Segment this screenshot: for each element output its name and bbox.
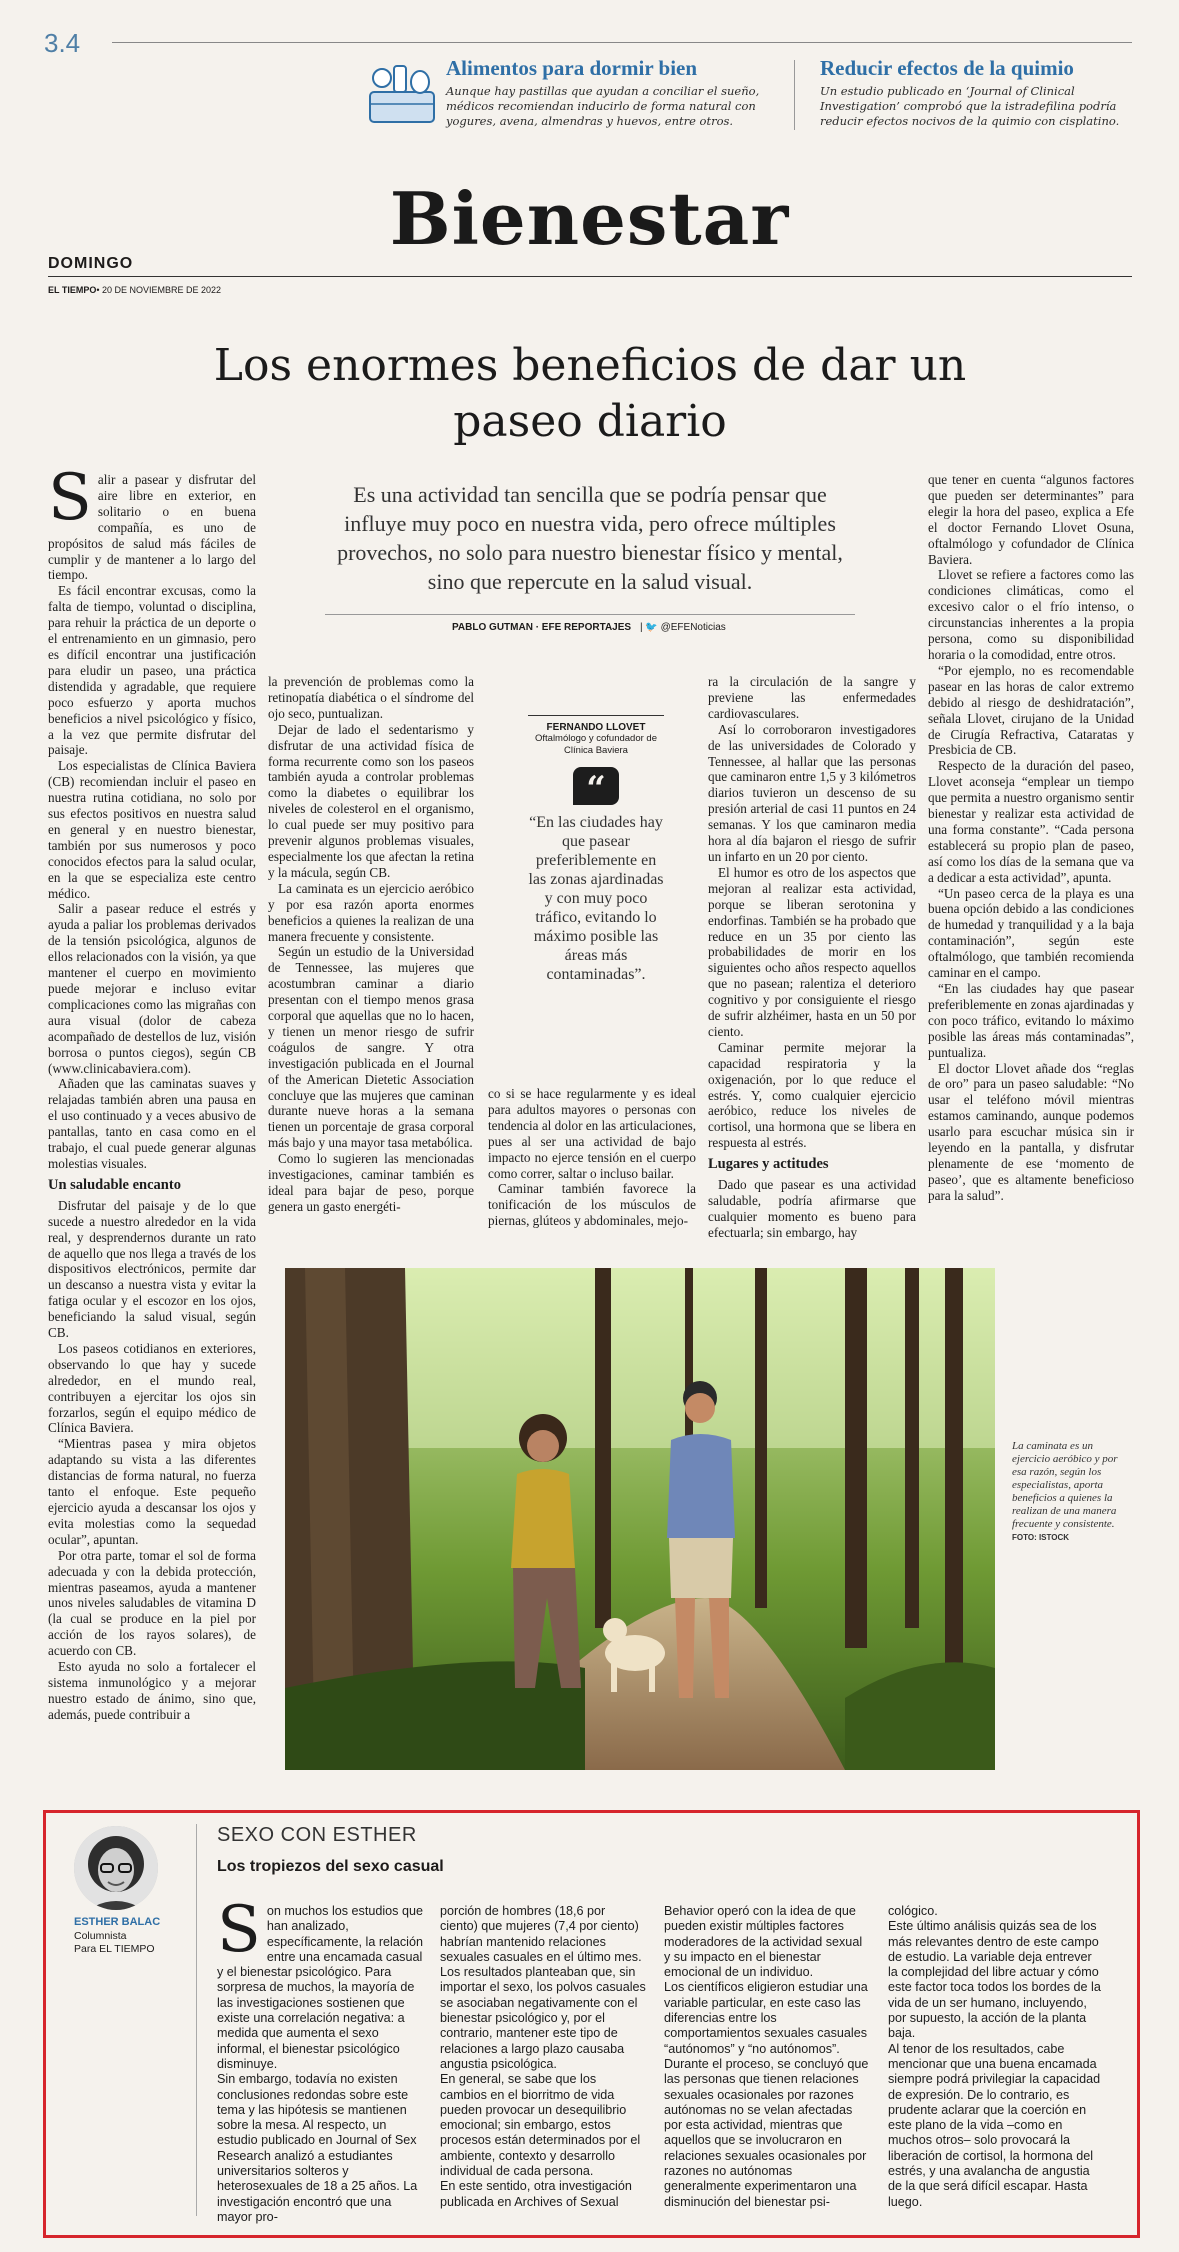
paragraph: Según un estudio de la Universidad de Tennessee, las mujeres que acostumbran caminar a diario presentan con el tiempo menos grasa corporal que aquellas que no lo hacen, y tienen un menor riesgo de sufrir coágulos de sangre. Y otra investigación publicada en el Journal of the American Dietetic Association concluye que las mujeres que caminan durante nueve horas a la semana tienen un porcentaje de grasa corporal más bajo y una mayor tasa metabólica. — [268, 944, 474, 1151]
quote-text: “En las ciudades hay que pasear preferiblemente en las zonas ajardinadas y con muy poco tráfico, evitando lo máximo posible las áreas más contaminadas”. — [528, 814, 664, 983]
paragraph: que tener en cuenta “algunos factores que pueden ser determinantes” para elegir la hora del paseo, explica a Efe el doctor Fernando Llovet Osuna, oftalmólogo y cofundador de Clínica Baviera. — [928, 472, 1134, 567]
quote-icon: “ — [573, 767, 619, 805]
byline-author — [452, 622, 631, 633]
teaser-sleep-icon — [364, 58, 440, 134]
paragraph: Caminar también favorece la tonificación de los músculos de piernas, glúteos y abdominales, mejo- — [488, 1181, 696, 1229]
page-number: 3.4 — [44, 28, 81, 58]
paragraph: “Por ejemplo, no es recomendable pasear en las horas de calor extremo debido al riesgo de deshidratación”, señala Llovet, cirujano de la Unidad de Cirugía Refractiva, Cataratas y Presbicia de CB. — [928, 662, 1134, 758]
teaser-title-sleep[interactable]: Alimentos para dormir bien — [446, 56, 698, 80]
photo-caption — [1012, 1440, 1132, 1544]
dateline-date: • 20 DE NOVIEMBRE DE 2022 — [96, 285, 222, 295]
column-title: Los tropiezos del sexo casual — [217, 1858, 444, 1875]
pull-quote — [528, 715, 664, 984]
column-text-2 — [440, 1904, 646, 2210]
paragraph: Llovet se refiere a factores como las condiciones climáticas, como el excesivo calor o el frío intenso, o circunstancias inherentes a la propia persona, como su disponibilidad horaria o la comodidad, entre otros. — [928, 567, 1134, 662]
paragraph: Por otra parte, tomar el sol de forma adecuada y con la debida protección, mientras paseamos, ayuda a mantener unos niveles saludables de vitamina D (la cual se produce en la piel por acción de los rayos solares), de acuerdo con CB. — [48, 1547, 256, 1659]
article-column-3 — [488, 1086, 696, 1229]
paragraph: “En las ciudades hay que pasear preferiblemente en zonas ajardinadas y con poco tráfico, evitando lo máximo posible las áreas más contaminadas”, puntualiza. — [928, 981, 1134, 1060]
paragraph: Los paseos cotidianos en exteriores, observando lo que hay y sucede alrededor, en el mundo real, contribuyen a ejercitar los ojos sin forzarlos, según el equipo médico de Clínica Baviera. — [48, 1340, 256, 1436]
drop-cap: S — [48, 461, 92, 535]
paragraph: Es fácil encontrar excusas, como la falta de tiempo, voluntad o disciplina, para rehuir la práctica de un deporte o el entrenamiento en un gimnasio, pero es difícil encontrar una justificación para eludir un paseo, una práctica distendida y agradable, que requiere poco esfuerzo y aporta muchos beneficios a nivel psicológico y físico, a la vez que permite disfrutar del paisaje. — [48, 583, 256, 758]
teaser-divider — [794, 60, 795, 130]
paragraph: Como lo sugieren las mencionadas investigaciones, caminar también es ideal para bajar de peso, porque genera un gasto energéti- — [268, 1151, 474, 1214]
paragraph: “Mientras pasea y mira objetos adaptando su vista a las diferentes distancias de forma natural, no fuerza tanto el enfoque. Este pequeño ejercicio ayuda a descansar los ojos y evita molestias como la sequedad ocular”, apuntan. — [48, 1436, 256, 1547]
author-role-line: Columnista — [74, 1930, 127, 1942]
teaser-text-sleep: Aunque hay pastillas que ayudan a conciliar el sueño, médicos recomiendan inducirlo de forma natural con yogures, avena, almendras y huevos, entre otros. — [446, 84, 760, 128]
column-text-1 — [217, 1893, 423, 2225]
paragraph: Añaden que las caminatas suaves y relajadas también abren una pausa en el uso continuado y a veces abusivo de pantallas, tanto en casa como en el trabajo, el cual puede generar algunas molestias visuales. — [48, 1076, 256, 1171]
paragraph: Dejar de lado el sedentarismo y disfrutar de una actividad física de forma recurrente como son los paseos también ayuda a controlar problemas como la diabetes o equilibrar los niveles de colesterol en el organismo, lo cual puede ser muy positivo para prevenir algunos problemas visuales, especialmente los que afectan la retina y la mácula, según CB. — [268, 721, 474, 880]
masthead-rule — [48, 276, 1132, 277]
paragraph: Los especialistas de Clínica Baviera (CB) recomiendan incluir el paseo en nuestra rutina cotidiana, no solo por sus efectos positivos en nuestra salud en general y en nuestro bienestar, también por sus numerosos y poco conocidos efectos para la salud ocular, en la que se especializa este centro médico. — [48, 758, 256, 901]
dateline — [48, 285, 221, 295]
paragraph: Esto ayuda no solo a fortalecer el sistema inmunológico y a mejorar nuestro estado de ánimo, sino que, además, puede contribuir a — [48, 1659, 256, 1722]
article-column-5 — [928, 472, 1134, 1204]
column-divider — [196, 1824, 197, 2216]
teaser-text-chemo: Un estudio publicado en ‘Journal of Clinical Investigation’ comprobó que la istradefilina podría reducir efectos nocivos de la quimio con cisplatino. — [820, 84, 1120, 128]
paragraph: Así lo corroboraron investigadores de las universidades de Colorado y Tennessee, al hallar que las personas que caminaron entre 1,5 y 3 kilómetros diarios tuvieron un descenso de su presión arterial de casi 11 puntos en 24 semanas. Y los que caminaron media hora al día bajaron el riesgo de sufrir un infarto en un 20 por ciento. — [708, 721, 916, 864]
paragraph: Behavior operó con la idea de que pueden existir múltiples factores moderadores de la actividad sexual y su impacto en el bienestar emocional de un individuo. — [664, 1904, 863, 1980]
paragraph: on muchos los estudios que han analizado, específicamente, la relación entre una encamada casual y el bienestar psicológico. Para sorpresa de muchos, la mayoría de las investigaciones sostienen que existe una correlación negativa: a medida que aumenta el sexo informal, el bienestar psicológico disminuye. — [217, 1904, 423, 2071]
subheading: Un saludable encanto — [48, 1176, 181, 1193]
author-avatar — [74, 1826, 158, 1910]
article-column-2 — [268, 674, 474, 1215]
paragraph: “Un paseo cerca de la playa es una buena opción debido a las condiciones de humedad y tranquilidad y a la baja contaminación”, según este oftalmólogo, que también recomienda caminar en el campo. — [928, 885, 1134, 981]
column-section: SEXO CON ESTHER — [217, 1824, 417, 1846]
article-headline: Los enormes beneficios de dar un paseo diario — [213, 340, 967, 447]
masthead: Bienestar — [389, 176, 790, 261]
article-column-1 — [48, 461, 256, 1723]
column-drop-cap: S — [217, 1893, 261, 1967]
dateline-brand: EL TIEMPO — [48, 285, 97, 295]
article-deck: Es una actividad tan sencilla que se podría pensar que influye muy poco en nuestra vida, pero ofrece múltiples provechos, no solo para nuestro bienestar físico y mental, sino que repercute en la salud visual. — [337, 482, 843, 594]
paragraph: co si se hace regularmente y es ideal para adultos mayores o personas con tendencia al dolor en las articulaciones, pues al ser una actividad de bajo impacto no ejerce tensión en el cuerpo como correr, saltar o incluso bailar. — [488, 1086, 696, 1181]
paragraph: Los científicos eligieron estudiar una variable particular, en este caso las diferencias entre los comportamientos sexuales casuales “autónomos” y “no autónomos”. Durante el proceso, se concluyó que las personas que tienen relaciones sexuales ocasionales por razones autónomas no se velan afectadas por esta actividad, mientras que aquellos que se involucraron en relaciones sexuales ocasionales por razones no autónomas generalmente experimentaron una disminución del bienestar psi- — [664, 1980, 869, 2209]
byline-name: PABLO GUTMAN · EFE REPORTAJES — [452, 622, 632, 633]
article-column-4 — [708, 674, 916, 1241]
paragraph: El doctor Llovet añade dos “reglas de oro” para un paseo saludable: “No usar el teléfono móvil mientras estamos caminando, aunque podemos usarlo para escuchar música sin ir leyendo en la pantalla, y disfrutar plenamente de ese ‘momento de paseo’, que es altamente beneficioso para la salud”. — [928, 1060, 1134, 1203]
paragraph: En general, se sabe que los cambios en el biorritmo de vida pueden provocar un desequilibrio emocional; sin embargo, estos procesos están determinados por el ambiente, contexto y desarrollo individual de cada persona. — [440, 2072, 641, 2179]
quote-name: FERNANDO LLOVET — [546, 722, 646, 733]
byline-social[interactable] — [640, 622, 726, 633]
byline-rule — [325, 614, 855, 615]
paragraph: cológico. — [888, 1904, 938, 1918]
author-role — [74, 1930, 155, 1956]
paragraph: Caminar permite mejorar la capacidad respiratoria y la oxigenación, por lo que reduce el estrés. Y, como cualquier ejercicio aeróbico, reduce los niveles de cortisol, una hormona que se libera en respuesta al estrés. — [708, 1039, 916, 1151]
paragraph: ra la circulación de la sangre y previene las enfermedades cardiovasculares. — [708, 674, 916, 721]
twitter-icon: | 🐦 — [640, 622, 661, 633]
paragraph: En este sentido, otra investigación publicada en Archives of Sexual — [440, 2179, 632, 2209]
lead-paragraph: alir a pasear y disfrutar del aire libre en exterior, en solitario o en buena compañía, es uno de propósitos de salud más fáciles de cumplir y de mantener a lo largo del tiempo. — [48, 472, 256, 583]
column-text-3 — [664, 1904, 870, 2210]
author-role-line: Para EL TIEMPO — [74, 1943, 155, 1955]
article-photo — [285, 1268, 995, 1770]
quote-rule — [528, 715, 664, 716]
paragraph: Al tenor de los resultados, cabe mencionar que una buena encamada siempre podrá privilegiar la capacidad de expresión. De lo contrario, es prudente aclarar que la coerción en este plano de la vida –como en muchos otros– solo provocará la liberación de cortisol, la hormona del estrés, y una avalancha de angustia de la que será difícil escapar. Hasta luego. — [888, 2041, 1101, 2209]
paragraph: Salir a pasear reduce el estrés y ayuda a paliar los problemas derivados de la tensión psicológica, algunos de ellos relacionados con la visión, ya que mantener el cuerpo en movimiento puede mejorar e incluso evitar complicaciones como las migrañas con aura visual (dolor de cabeza acompañado de destellos de luz, visión borrosa o puntos ciegos), según CB (www.clinicabaviera.com). — [48, 901, 256, 1076]
subheading: Lugares y actitudes — [708, 1156, 829, 1173]
paragraph: Dado que pasear es una actividad saludable, podría afirmarse que cualquier momento es bueno para efectuarla; sin embargo, hay — [708, 1177, 916, 1240]
paragraph: Este último análisis quizás sea de los más relevantes dentro de este campo de estudio. La variable deja entrever la complejidad del libre actuar y cómo este factor toca todos los bordes de la vida de un ser humano, incluyendo, por supuesto, la acción de la planta baja. — [888, 1919, 1101, 2041]
paragraph: la prevención de problemas como la retinopatía diabética o el síndrome del ojo seco, puntualizan. — [268, 674, 474, 721]
section-label: DOMINGO — [48, 255, 134, 272]
paragraph: porción de hombres (18,6 por ciento) que mujeres (7,4 por ciento) habrían mantenido relaciones sexuales casuales en el último mes. Los resultados planteaban que, sin importar el sexo, los polvos casuales se asociaban negativamente con el bienestar psicológico y, por el contrario, mantener este tipo de relaciones a largo plazo causaba angustia psicológica. — [440, 1904, 646, 2071]
column-text-4 — [888, 1904, 1102, 2210]
paragraph: La caminata es un ejercicio aeróbico y por esa razón aporta enormes beneficios a quienes la realizan de una manera frecuente y consistente. — [268, 880, 474, 944]
top-rule — [112, 42, 1132, 43]
teaser-title-chemo[interactable]: Reducir efectos de la quimio — [820, 56, 1074, 80]
paragraph: Disfrutar del paisaje y de lo que sucede a nuestro alrededor en la vida real, y desprendernos durante un rato de aquello que nos llega a través de los dispositivos electrónicos, permite dar un descanso a nuestra vista y evitar la fatiga ocular y el escozor en los ojos, beneficiando la salud visual, según CB. — [48, 1197, 256, 1341]
paragraph: Sin embargo, todavía no existen conclusiones redondas sobre este tema y las hipótesis se mantienen sobre la mesa. Al respecto, un estudio publicado en Journal of Sex Research analizó a estudiantes universitarios solteros y heterosexuales de 18 a 25 años. La investigación encontró que una mayor pro- — [217, 2072, 418, 2224]
paragraph: Respecto de la duración del paseo, Llovet aconseja “emplear un tiempo que permita a nuestro organismo sentir bienestar y realizar esta actividad de una forma constante”. “Cada persona establecerá su propio plan de paseo, así como los días de la semana que va a dedicar a esta actividad”, apunta. — [928, 758, 1134, 885]
quote-role: Oftalmólogo y cofundador de Clínica Baviera — [535, 733, 657, 756]
caption-text: La caminata es un ejercicio aeróbico y por esa razón, según los especialistas, aporta beneficios a quienes la realizan de una manera frecuente y consistente. — [1012, 1440, 1118, 1530]
byline-handle: @EFENoticias — [660, 622, 726, 633]
paragraph: El humor es otro de los aspectos que mejoran al realizar esta actividad, porque se liberan serotonina y endorfinas. También se ha probado que reduce en un 35 por ciento las probabilidades de morir en los siguientes ocho años respecto aquellos que no pasean; ralentiza el deterioro cognitivo y por consiguiente el riesgo de sufrir alzhéimer, hasta en un 50 por ciento. — [708, 864, 916, 1039]
author-name: ESTHER BALAC — [74, 1916, 161, 1928]
photo-credit: FOTO: ISTOCK — [1012, 1533, 1070, 1542]
